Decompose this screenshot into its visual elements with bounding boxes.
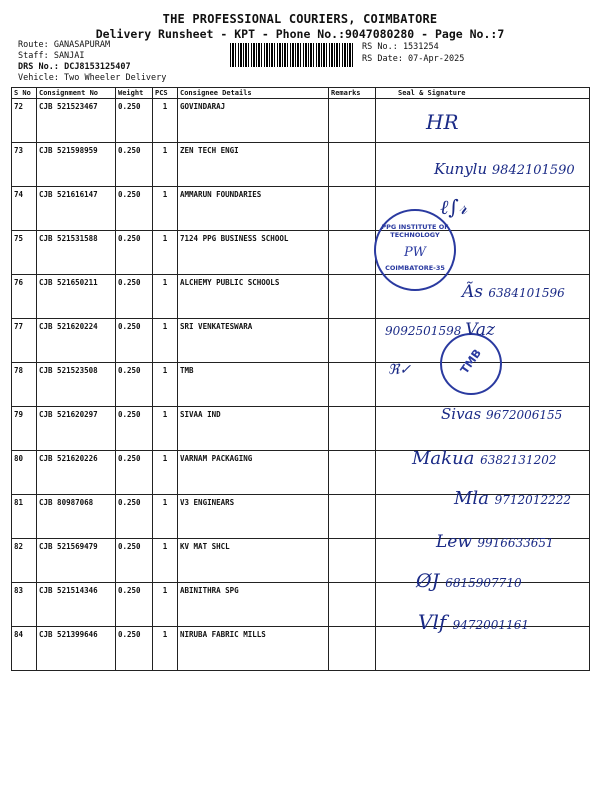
drs-value: DCJ8153125407	[64, 62, 131, 72]
cell-weight: 0.250	[116, 319, 153, 363]
cell-pcs: 1	[153, 451, 178, 495]
drs-number	[18, 62, 131, 72]
cell-consignee: GOVINDARAJ	[178, 99, 329, 143]
cell-consignee: KV MAT SHCL	[178, 539, 329, 583]
cell-consignment: CJB 521616147	[37, 187, 116, 231]
cell-consignee: VARNAM PACKAGING	[178, 451, 329, 495]
cell-consignment: CJB 80987068	[37, 495, 116, 539]
cell-consignment: CJB 521523508	[37, 363, 116, 407]
signature-83: ØJ 6815907710	[416, 570, 522, 592]
cell-sno: 84	[12, 627, 37, 671]
table-row	[12, 319, 590, 363]
phone-76: 6384101596	[488, 286, 565, 300]
cell-weight: 0.250	[116, 143, 153, 187]
cell-sno: 78	[12, 363, 37, 407]
seal-center-text: PW	[403, 245, 427, 260]
cell-sno: 75	[12, 231, 37, 275]
seal-city-text: COIMBATORE-35	[385, 264, 445, 272]
cell-weight: 0.250	[116, 451, 153, 495]
cell-pcs: 1	[153, 99, 178, 143]
cell-weight: 0.250	[116, 187, 153, 231]
cell-sno: 77	[12, 319, 37, 363]
table-row	[12, 363, 590, 407]
cell-consignee: SIVAA IND	[178, 407, 329, 451]
runsheet-subtitle: Delivery Runsheet - KPT - Phone No.:9047080280 - Page No.:7	[95, 27, 505, 41]
cell-remarks	[329, 187, 376, 231]
rs-number: RS No.: 1531254	[362, 42, 439, 52]
cell-remarks	[329, 319, 376, 363]
phone-82: 9916633651	[477, 536, 554, 550]
cell-weight: 0.250	[116, 583, 153, 627]
cell-consignment: CJB 521620224	[37, 319, 116, 363]
phone-79: 9672006155	[485, 408, 563, 422]
signature-77: 9092501598 Vaz	[385, 320, 495, 340]
cell-consignee: 7124 PPG BUSINESS SCHOOL	[178, 231, 329, 275]
cell-consignee: TMB	[178, 363, 329, 407]
cell-pcs: 1	[153, 539, 178, 583]
cell-consignment: CJB 521523467	[37, 99, 116, 143]
cell-signature	[376, 99, 590, 143]
cell-remarks	[329, 275, 376, 319]
cell-consignee: AMMARUN FOUNDARIES	[178, 187, 329, 231]
cell-remarks	[329, 583, 376, 627]
tmb-seal-text: TMB	[457, 346, 485, 377]
cell-pcs: 1	[153, 495, 178, 539]
cell-consignment: CJB 521620297	[37, 407, 116, 451]
rs-date: RS Date: 07-Apr-2025	[362, 54, 465, 64]
col-remarks: Remarks	[329, 88, 376, 99]
cell-pcs: 1	[153, 583, 178, 627]
cell-sno: 72	[12, 99, 37, 143]
signature-74: ℓ∫𝓇	[440, 195, 468, 219]
cell-remarks	[329, 495, 376, 539]
phone-73: 9842101590	[491, 163, 575, 178]
table-row	[12, 99, 590, 143]
signature-76: Ãs 6384101596	[462, 282, 565, 302]
vehicle-label: Vehicle: Two Wheeler Delivery	[18, 73, 167, 83]
cell-remarks	[329, 99, 376, 143]
tmb-bank-seal	[440, 333, 502, 395]
cell-weight: 0.250	[116, 275, 153, 319]
signature-79: Sivas 9672006155	[441, 405, 563, 423]
cell-pcs: 1	[153, 187, 178, 231]
cell-weight: 0.250	[116, 407, 153, 451]
cell-consignment: CJB 521569479	[37, 539, 116, 583]
cell-pcs: 1	[153, 407, 178, 451]
col-seal-signature: Seal & Signature	[376, 88, 590, 99]
cell-remarks	[329, 143, 376, 187]
signature-82: Lew 9916633651	[436, 532, 554, 552]
drs-label: DRS No.:	[18, 62, 59, 72]
phone-83: 6815907710	[445, 576, 522, 590]
cell-consignee: V3 ENGINEARS	[178, 495, 329, 539]
route-label: Route: GANASAPURAM	[18, 40, 111, 50]
col-weight: Weight	[116, 88, 153, 99]
cell-consignee: ZEN TECH ENGI	[178, 143, 329, 187]
col-pcs: PCS	[153, 88, 178, 99]
ppg-institute-seal	[374, 209, 456, 291]
cell-consignment: CJB 521399646	[37, 627, 116, 671]
seal-ring-text: PPG INSTITUTE OF TECHNOLOGY	[381, 223, 449, 239]
cell-weight: 0.250	[116, 627, 153, 671]
cell-consignee: ALCHEMY PUBLIC SCHOOLS	[178, 275, 329, 319]
phone-77: 9092501598	[385, 324, 462, 338]
signature-73: Kunylu 9842101590	[434, 160, 575, 178]
col-consignment: Consignment No	[37, 88, 116, 99]
cell-remarks	[329, 539, 376, 583]
signature-84: Vlf 9472001161	[418, 610, 529, 634]
cell-consignee: NIRUBA FABRIC MILLS	[178, 627, 329, 671]
cell-remarks	[329, 363, 376, 407]
cell-pcs: 1	[153, 143, 178, 187]
cell-sno: 83	[12, 583, 37, 627]
phone-81: 9712012222	[494, 493, 571, 507]
cell-pcs: 1	[153, 231, 178, 275]
cell-remarks	[329, 627, 376, 671]
cell-sno: 79	[12, 407, 37, 451]
cell-sno: 82	[12, 539, 37, 583]
cell-consignee: ABINITHRA SPG	[178, 583, 329, 627]
signature-78: ℜ✓	[388, 362, 412, 378]
col-sno: S No	[12, 88, 37, 99]
cell-remarks	[329, 407, 376, 451]
cell-pcs: 1	[153, 363, 178, 407]
cell-consignee: SRI VENKATESWARA	[178, 319, 329, 363]
cell-sno: 80	[12, 451, 37, 495]
cell-consignment: CJB 521650211	[37, 275, 116, 319]
cell-weight: 0.250	[116, 99, 153, 143]
company-title: THE PROFESSIONAL COURIERS, COIMBATORE	[162, 12, 438, 26]
col-consignee: Consignee Details	[178, 88, 329, 99]
signature-80: Makua 6382131202	[412, 448, 557, 469]
cell-consignment: CJB 521620226	[37, 451, 116, 495]
cell-consignment: CJB 521514346	[37, 583, 116, 627]
cell-sno: 76	[12, 275, 37, 319]
cell-remarks	[329, 451, 376, 495]
table-header-row	[12, 88, 590, 99]
cell-pcs: 1	[153, 627, 178, 671]
cell-pcs: 1	[153, 319, 178, 363]
signature-72: HR	[426, 110, 459, 134]
cell-pcs: 1	[153, 275, 178, 319]
cell-weight: 0.250	[116, 231, 153, 275]
signature-81: Mla 9712012222	[454, 488, 571, 509]
cell-sno: 81	[12, 495, 37, 539]
cell-weight: 0.250	[116, 363, 153, 407]
staff-label: Staff: SANJAI	[18, 51, 85, 61]
cell-sno: 73	[12, 143, 37, 187]
cell-weight: 0.250	[116, 539, 153, 583]
table-row	[12, 187, 590, 231]
cell-consignment: CJB 521598959	[37, 143, 116, 187]
phone-84: 9472001161	[452, 618, 529, 632]
cell-consignment: CJB 521531588	[37, 231, 116, 275]
barcode	[230, 43, 354, 67]
cell-sno: 74	[12, 187, 37, 231]
cell-weight: 0.250	[116, 495, 153, 539]
table-row	[12, 231, 590, 275]
phone-80: 6382131202	[480, 453, 557, 467]
cell-remarks	[329, 231, 376, 275]
